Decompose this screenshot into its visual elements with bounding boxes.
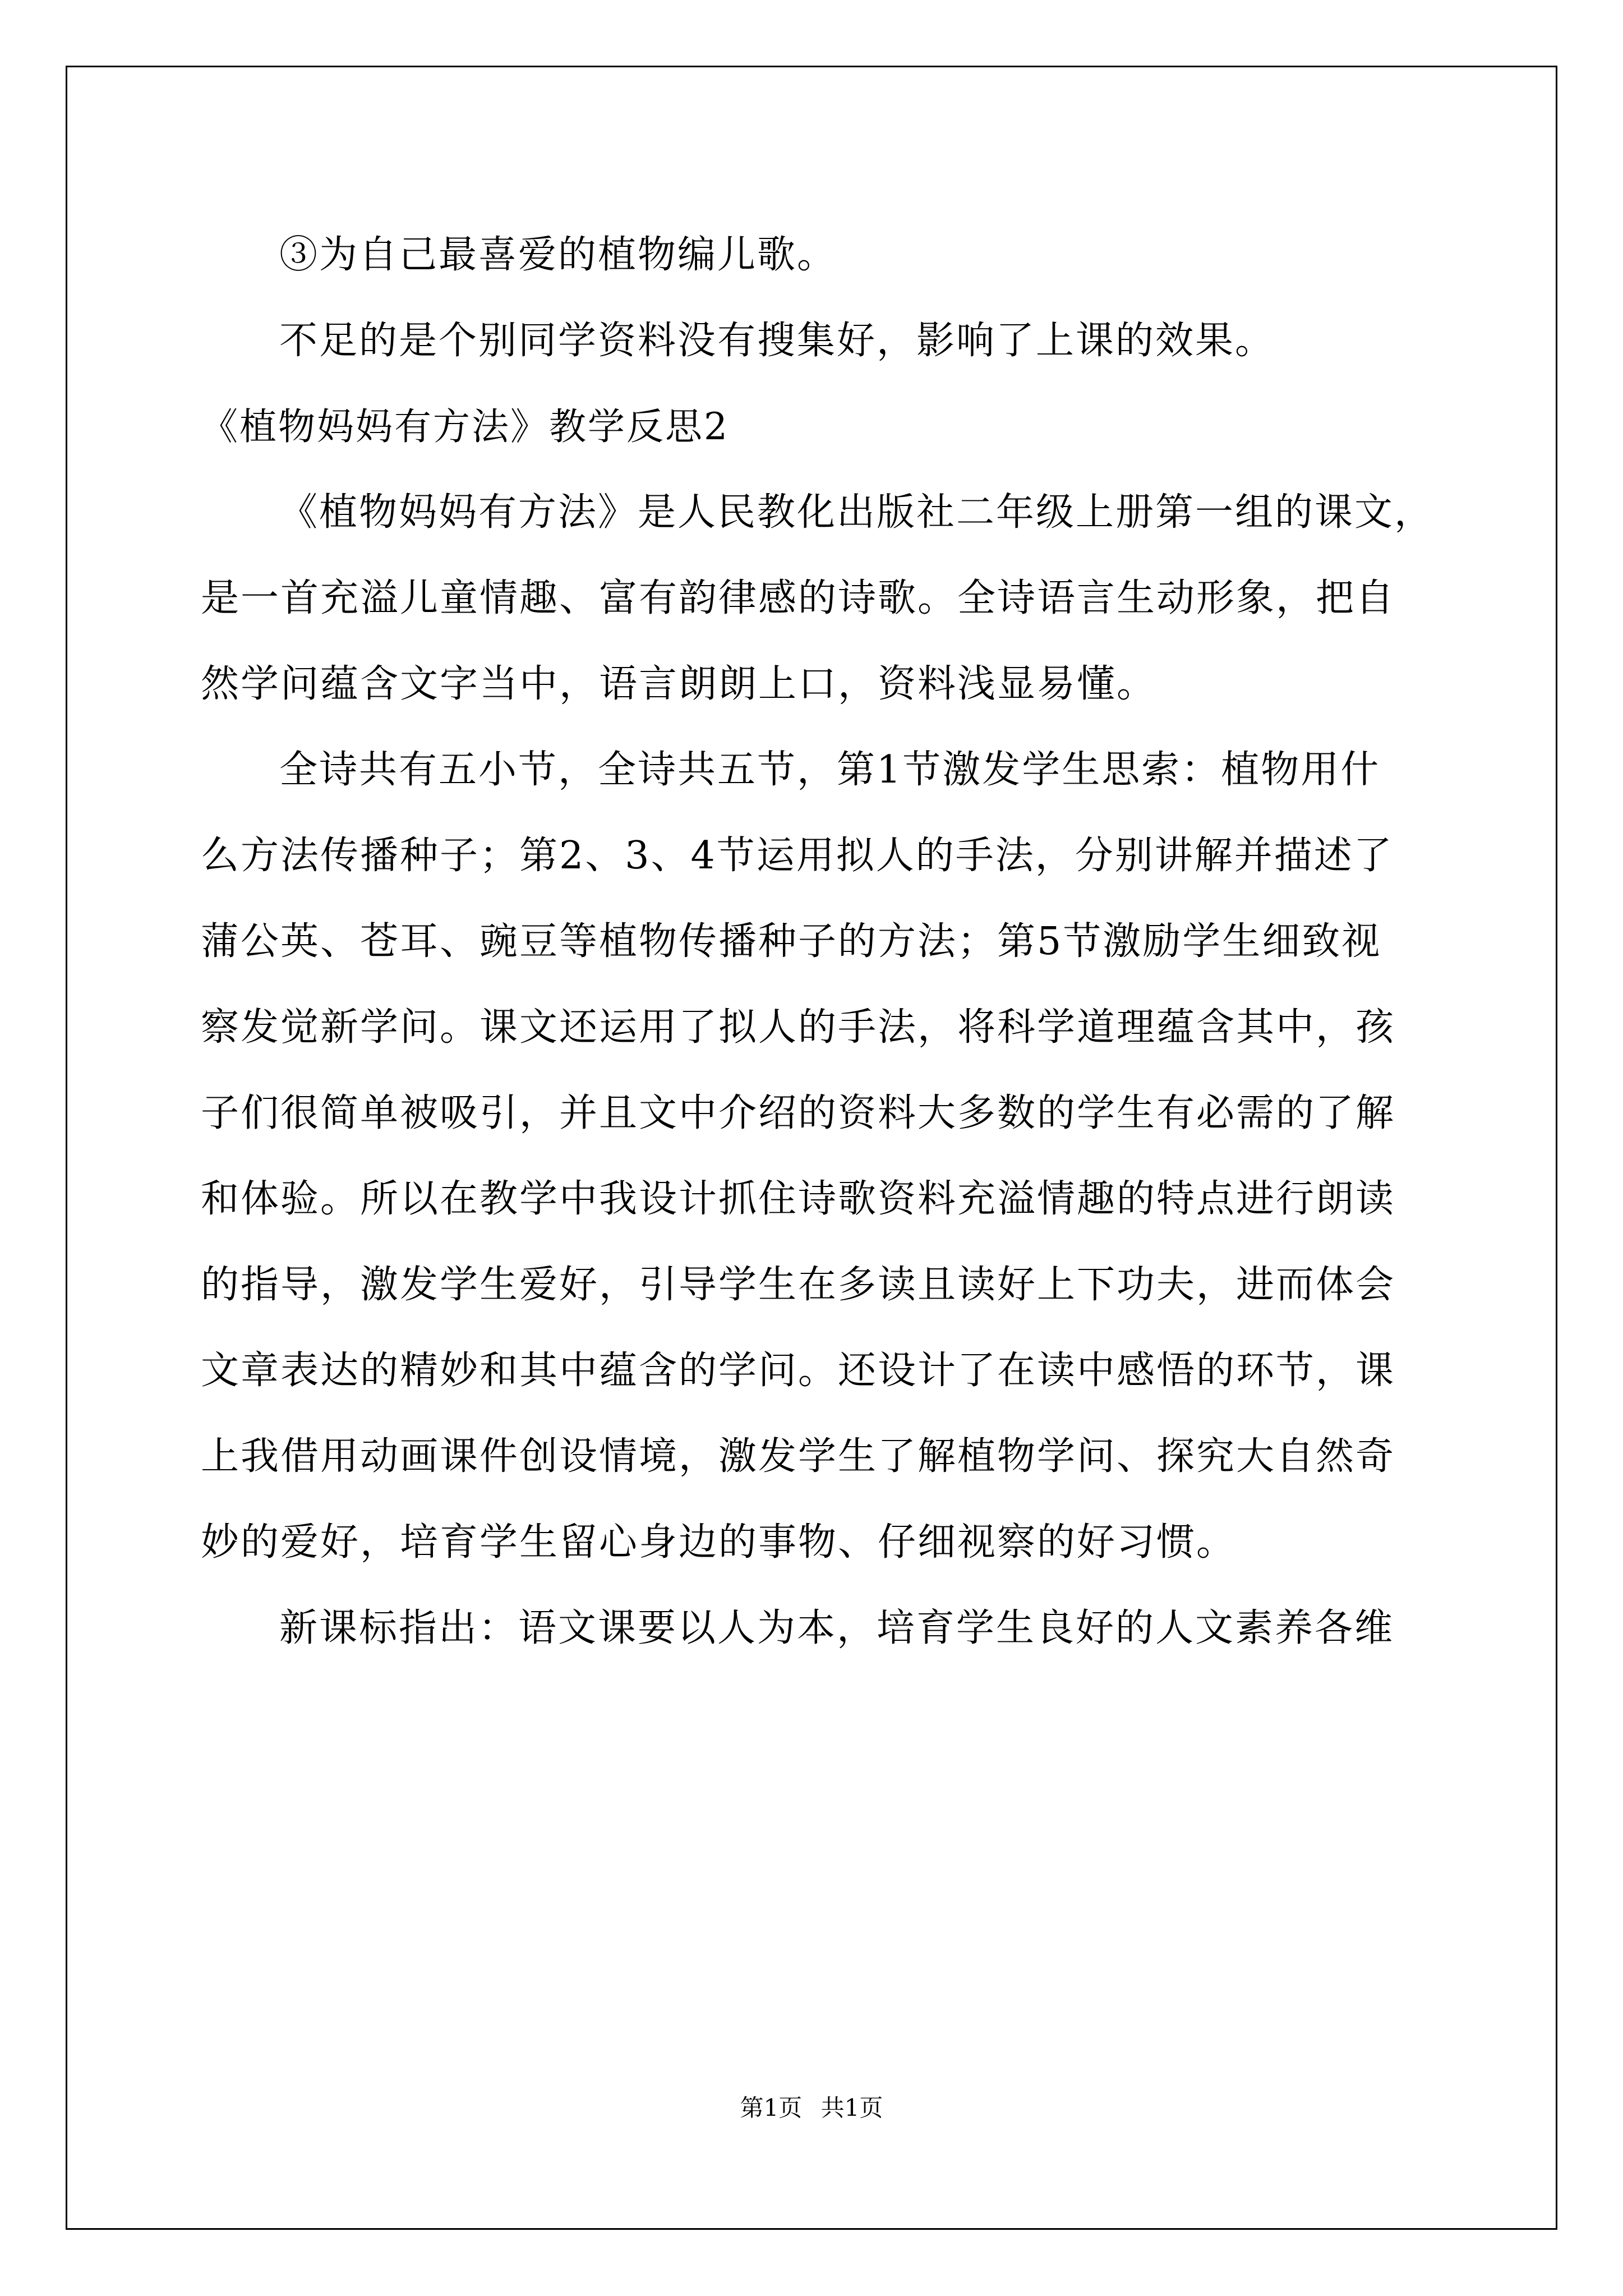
paragraph-line: 新课标指出：语文课要以人为本，培育学生良好的人文素养各维 bbox=[279, 1606, 1395, 1650]
page-number: 第1页 bbox=[740, 2094, 803, 2122]
page-total: 共1页 bbox=[820, 2094, 883, 2122]
paragraph-line: 妙的爱好，培育学生留心身边的事物、仔细视察的好习惯。 bbox=[201, 1520, 1237, 1565]
paragraph-line: 子们很简单被吸引，并且文中介绍的资料大多数的学生有必需的了解 bbox=[201, 1091, 1396, 1135]
paragraph-line: 上我借用动画课件创设情境，激发学生了解植物学问、探究大自然奇 bbox=[201, 1434, 1396, 1479]
paragraph-line: 么方法传播种子；第2、3、4节运用拟人的手法，分别讲解并描述了 bbox=[201, 834, 1394, 878]
section-title: 《植物妈妈有方法》教学反思2 bbox=[201, 405, 729, 448]
paragraph-line: ③为自己最喜爱的植物编儿歌。 bbox=[279, 233, 837, 277]
paragraph-line: 蒲公英、苍耳、豌豆等植物传播种子的方法；第5节激励学生细致视 bbox=[201, 919, 1382, 964]
paragraph-line: 和体验。所以在教学中我设计抓住诗歌资料充溢情趣的特点进行朗读 bbox=[201, 1177, 1396, 1221]
paragraph-line: 的指导，激发学生爱好，引导学生在多读且读好上下功夫，进而体会 bbox=[201, 1263, 1396, 1307]
paragraph-line: 《植物妈妈有方法》是人民教化出版社二年级上册第一组的课文， bbox=[279, 490, 1435, 535]
paragraph-line: 不足的是个别同学资料没有搜集好，影响了上课的效果。 bbox=[279, 319, 1275, 363]
paragraph-line: 察发觉新学问。课文还运用了拟人的手法，将科学道理蕴含其中，孩 bbox=[201, 1005, 1396, 1050]
page-footer bbox=[0, 2090, 1623, 2123]
paragraph-line: 全诗共有五小节，全诗共五节，第1节激发学生思索：植物用什 bbox=[279, 748, 1381, 792]
paragraph-line: 是一首充溢儿童情趣、富有韵律感的诗歌。全诗语言生动形象，把自 bbox=[201, 576, 1396, 620]
paragraph-line: 文章表达的精妙和其中蕴含的学问。还设计了在读中感悟的环节，课 bbox=[201, 1349, 1396, 1393]
paragraph-line: 然学问蕴含文字当中，语言朗朗上口，资料浅显易懂。 bbox=[201, 662, 1157, 706]
